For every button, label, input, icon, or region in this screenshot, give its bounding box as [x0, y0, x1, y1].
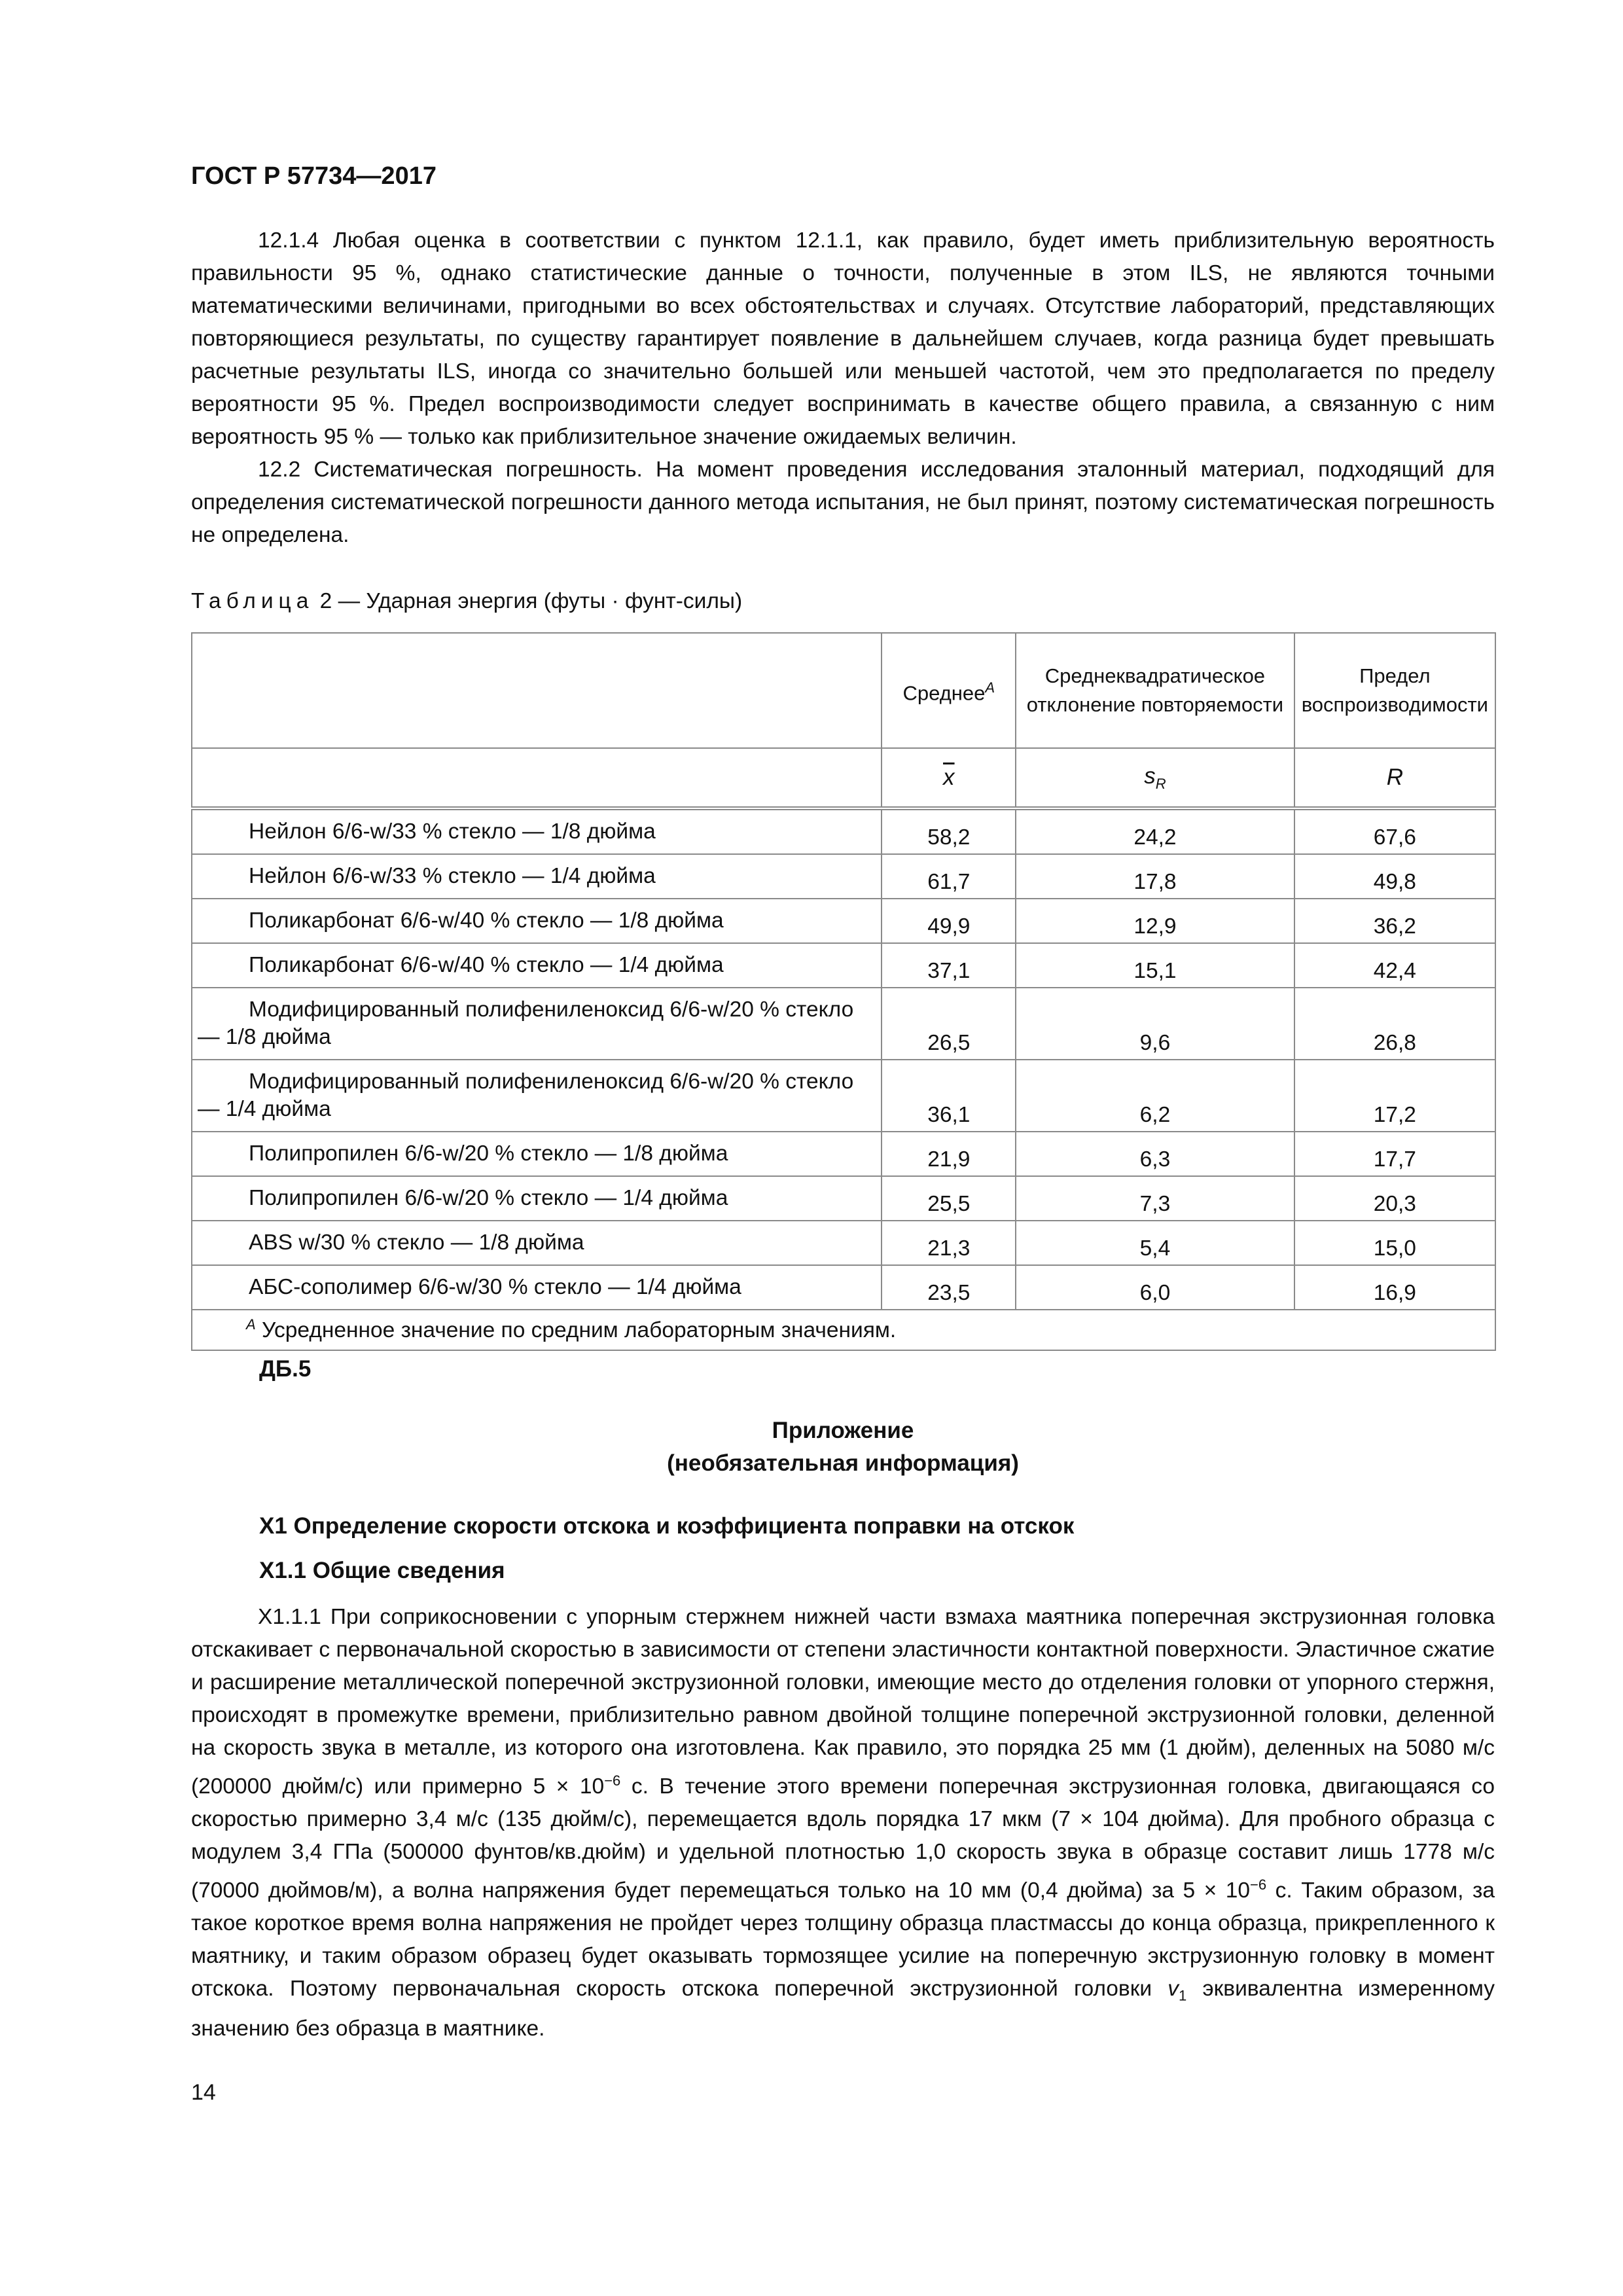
- symbol-mean: $\overline{x}$: [882, 748, 1016, 808]
- material-cell: Поликарбонат 6/6-w/40 % стекло — 1/4 дюйма: [192, 943, 882, 988]
- sr-cell: 5,4: [1016, 1221, 1294, 1265]
- symbol-r: R: [1294, 748, 1495, 808]
- material-cell: Модифицированный полифениленоксид 6/6-w/20 % стекло — 1/8 дюйма: [192, 988, 882, 1060]
- mean-cell: 21,9: [882, 1132, 1016, 1176]
- mean-cell: 21,3: [882, 1221, 1016, 1265]
- mean-cell: 61,7: [882, 854, 1016, 899]
- r-cell: 15,0: [1294, 1221, 1495, 1265]
- table-row: [192, 943, 1495, 988]
- sr-cell: 6,2: [1016, 1060, 1294, 1132]
- material-cell: Нейлон 6/6-w/33 % стекло — 1/4 дюйма: [192, 854, 882, 899]
- sr-cell: 7,3: [1016, 1176, 1294, 1221]
- r-cell: 20,3: [1294, 1176, 1495, 1221]
- appendix-title: Приложение: [772, 1418, 914, 1443]
- r-cell: 49,8: [1294, 854, 1495, 899]
- section-label-db5: ДБ.5: [259, 1356, 312, 1382]
- material-cell: АБС-сополимер 6/6-w/30 % стекло — 1/4 дюйма: [192, 1265, 882, 1310]
- page-number: 14: [191, 2080, 216, 2105]
- sr-cell: 6,0: [1016, 1265, 1294, 1310]
- symbol-empty-cell: [192, 748, 882, 808]
- table-footnote: $^A$ Усредненное значение по средним лабораторным значениям.: [192, 1310, 1495, 1350]
- sr-cell: 12,9: [1016, 899, 1294, 943]
- material-cell: Модифицированный полифениленоксид 6/6-w/20 % стекло — 1/4 дюйма: [192, 1060, 882, 1132]
- mean-cell: 49,9: [882, 899, 1016, 943]
- table-footnote-row: [192, 1310, 1495, 1350]
- mean-cell: 23,5: [882, 1265, 1016, 1310]
- table-row: [192, 1060, 1495, 1132]
- table-symbol-row: [192, 748, 1495, 808]
- section-heading-x1: X1 Определение скорости отскока и коэффициента поправки на отскок: [259, 1513, 1075, 1539]
- mean-cell: 26,5: [882, 988, 1016, 1060]
- material-cell: Полипропилен 6/6-w/20 % стекло — 1/4 дюйма: [192, 1176, 882, 1221]
- material-cell: Поликарбонат 6/6-w/40 % стекло — 1/8 дюйма: [192, 899, 882, 943]
- mean-cell: 58,2: [882, 808, 1016, 854]
- table-row: [192, 1132, 1495, 1176]
- mean-cell: 25,5: [882, 1176, 1016, 1221]
- table-caption: [191, 589, 742, 614]
- symbol-sr: $s_R$: [1016, 748, 1294, 808]
- header-sr: Среднеквадратическое отклонение повторяемости: [1016, 633, 1294, 748]
- sr-cell: 9,6: [1016, 988, 1294, 1060]
- r-cell: 26,8: [1294, 988, 1495, 1060]
- table-caption-text: 2 — Ударная энергия (футы · фунт-силы): [319, 589, 743, 613]
- header-mean: Среднее$^A$: [882, 633, 1016, 748]
- r-cell: 17,2: [1294, 1060, 1495, 1132]
- table-row: [192, 808, 1495, 854]
- mean-cell: 37,1: [882, 943, 1016, 988]
- section-heading-x1-1: X1.1 Общие сведения: [259, 1558, 505, 1583]
- r-cell: 42,4: [1294, 943, 1495, 988]
- standard-header: ГОСТ Р 57734—2017: [191, 162, 437, 190]
- paragraph-12-2: 12.2 Систематическая погрешность. На момент проведения исследования эталонный материал, подходящий для определения систематической погрешности данного метода испытания, не был принят, поэтому систематическая погрешность не определена.: [191, 457, 1495, 547]
- table-row: [192, 1265, 1495, 1310]
- r-cell: 16,9: [1294, 1265, 1495, 1310]
- table-row: [192, 988, 1495, 1060]
- paragraph-12-1-4: 12.1.4 Любая оценка в соответствии с пунктом 12.1.1, как правило, будет иметь приблизительную вероятность правильности 95 %, однако статистические данные о точности, полученные в этом ILS, не являются точными математическими величинами, пригодными во всех обстоятельствах и случаях. Отсутствие лабораторий, представляющих повторяющиеся результаты, по существу гарантирует появление в дальнейшем случаев, когда разница будет превышать расчетные результаты ILS, иногда со значительно большей или меньшей частотой, чем это предполагается по пределу вероятности 95 %. Предел воспроизводимости следует воспринимать в качестве общего правила, а связанную с ним вероятность 95 % — только как приблизительное значение ожидаемых величин.: [191, 228, 1495, 449]
- table-row: [192, 899, 1495, 943]
- material-cell: ABS w/30 % стекло — 1/8 дюйма: [192, 1221, 882, 1265]
- table-row: [192, 1176, 1495, 1221]
- r-cell: 67,6: [1294, 808, 1495, 854]
- material-cell: Полипропилен 6/6-w/20 % стекло — 1/8 дюйма: [192, 1132, 882, 1176]
- table-caption-label: Таблица: [191, 589, 314, 613]
- sr-cell: 15,1: [1016, 943, 1294, 988]
- header-r: Предел воспроизводимости: [1294, 633, 1495, 748]
- r-cell: 36,2: [1294, 899, 1495, 943]
- header-empty-cell: [192, 633, 882, 748]
- r-cell: 17,7: [1294, 1132, 1495, 1176]
- sr-cell: 6,3: [1016, 1132, 1294, 1176]
- table-row: [192, 854, 1495, 899]
- paragraph-x1-1-1: X1.1.1 При соприкосновении с упорным стержнем нижней части взмаха маятника поперечная экструзионная головка отскакивает с первоначальной скоростью в зависимости от степени эластичности контактной поверхности. Эластичное сжатие и расширение металлической поперечной экструзионной головки, имеющие место до отделения головки от упорного стержня, происходят в промежутке времени, приблизительно равном двойной толщине поперечной экструзионной головки, деленной на скорость звука в металле, из которого она изготовлена. Как правило, это порядка 25 мм (1 дюйм), деленных на 5080 м/с (200000 дюйм/с) или примерно $5 \times 10^{-6}$ с. В течение этого времени поперечная экструзионная головка, двигающаяся со скоростью примерно 3,4 м/с (135 дюйм/с), перемещается вдоль порядка 17 мкм (7 × 104 дюйма). Для пробного образца с модулем 3,4 ГПа (500000 фунтов/кв.дюйм) и удельной плотностью 1,0 скорость звука в образце составит лишь 1778 м/с (70000 дюймов/м), а волна напряжения будет перемещаться только на 10 мм (0,4 дюйма) за $5 \times 10^{-6}$ с. Таким образом, за такое короткое время волна напряжения не пройдет через толщину образца пластмассы до конца образца, прикрепленного к маятнику, и таким образом образец будет оказывать тормозящее усилие на поперечную экструзионную головку в момент отскока. Поэтому первоначальная скорость отскока поперечной экструзионной головки $v_1$ эквивалентна измеренному значению без образца в маятнике.: [191, 1605, 1495, 2041]
- material-cell: Нейлон 6/6-w/33 % стекло — 1/8 дюйма: [192, 808, 882, 854]
- impact-energy-table: [191, 632, 1496, 1351]
- mean-cell: 36,1: [882, 1060, 1016, 1132]
- sr-cell: 17,8: [1016, 854, 1294, 899]
- appendix-subtitle: (необязательная информация): [667, 1450, 1019, 1476]
- table-header-row: [192, 633, 1495, 748]
- table-row: [192, 1221, 1495, 1265]
- sr-cell: 24,2: [1016, 808, 1294, 854]
